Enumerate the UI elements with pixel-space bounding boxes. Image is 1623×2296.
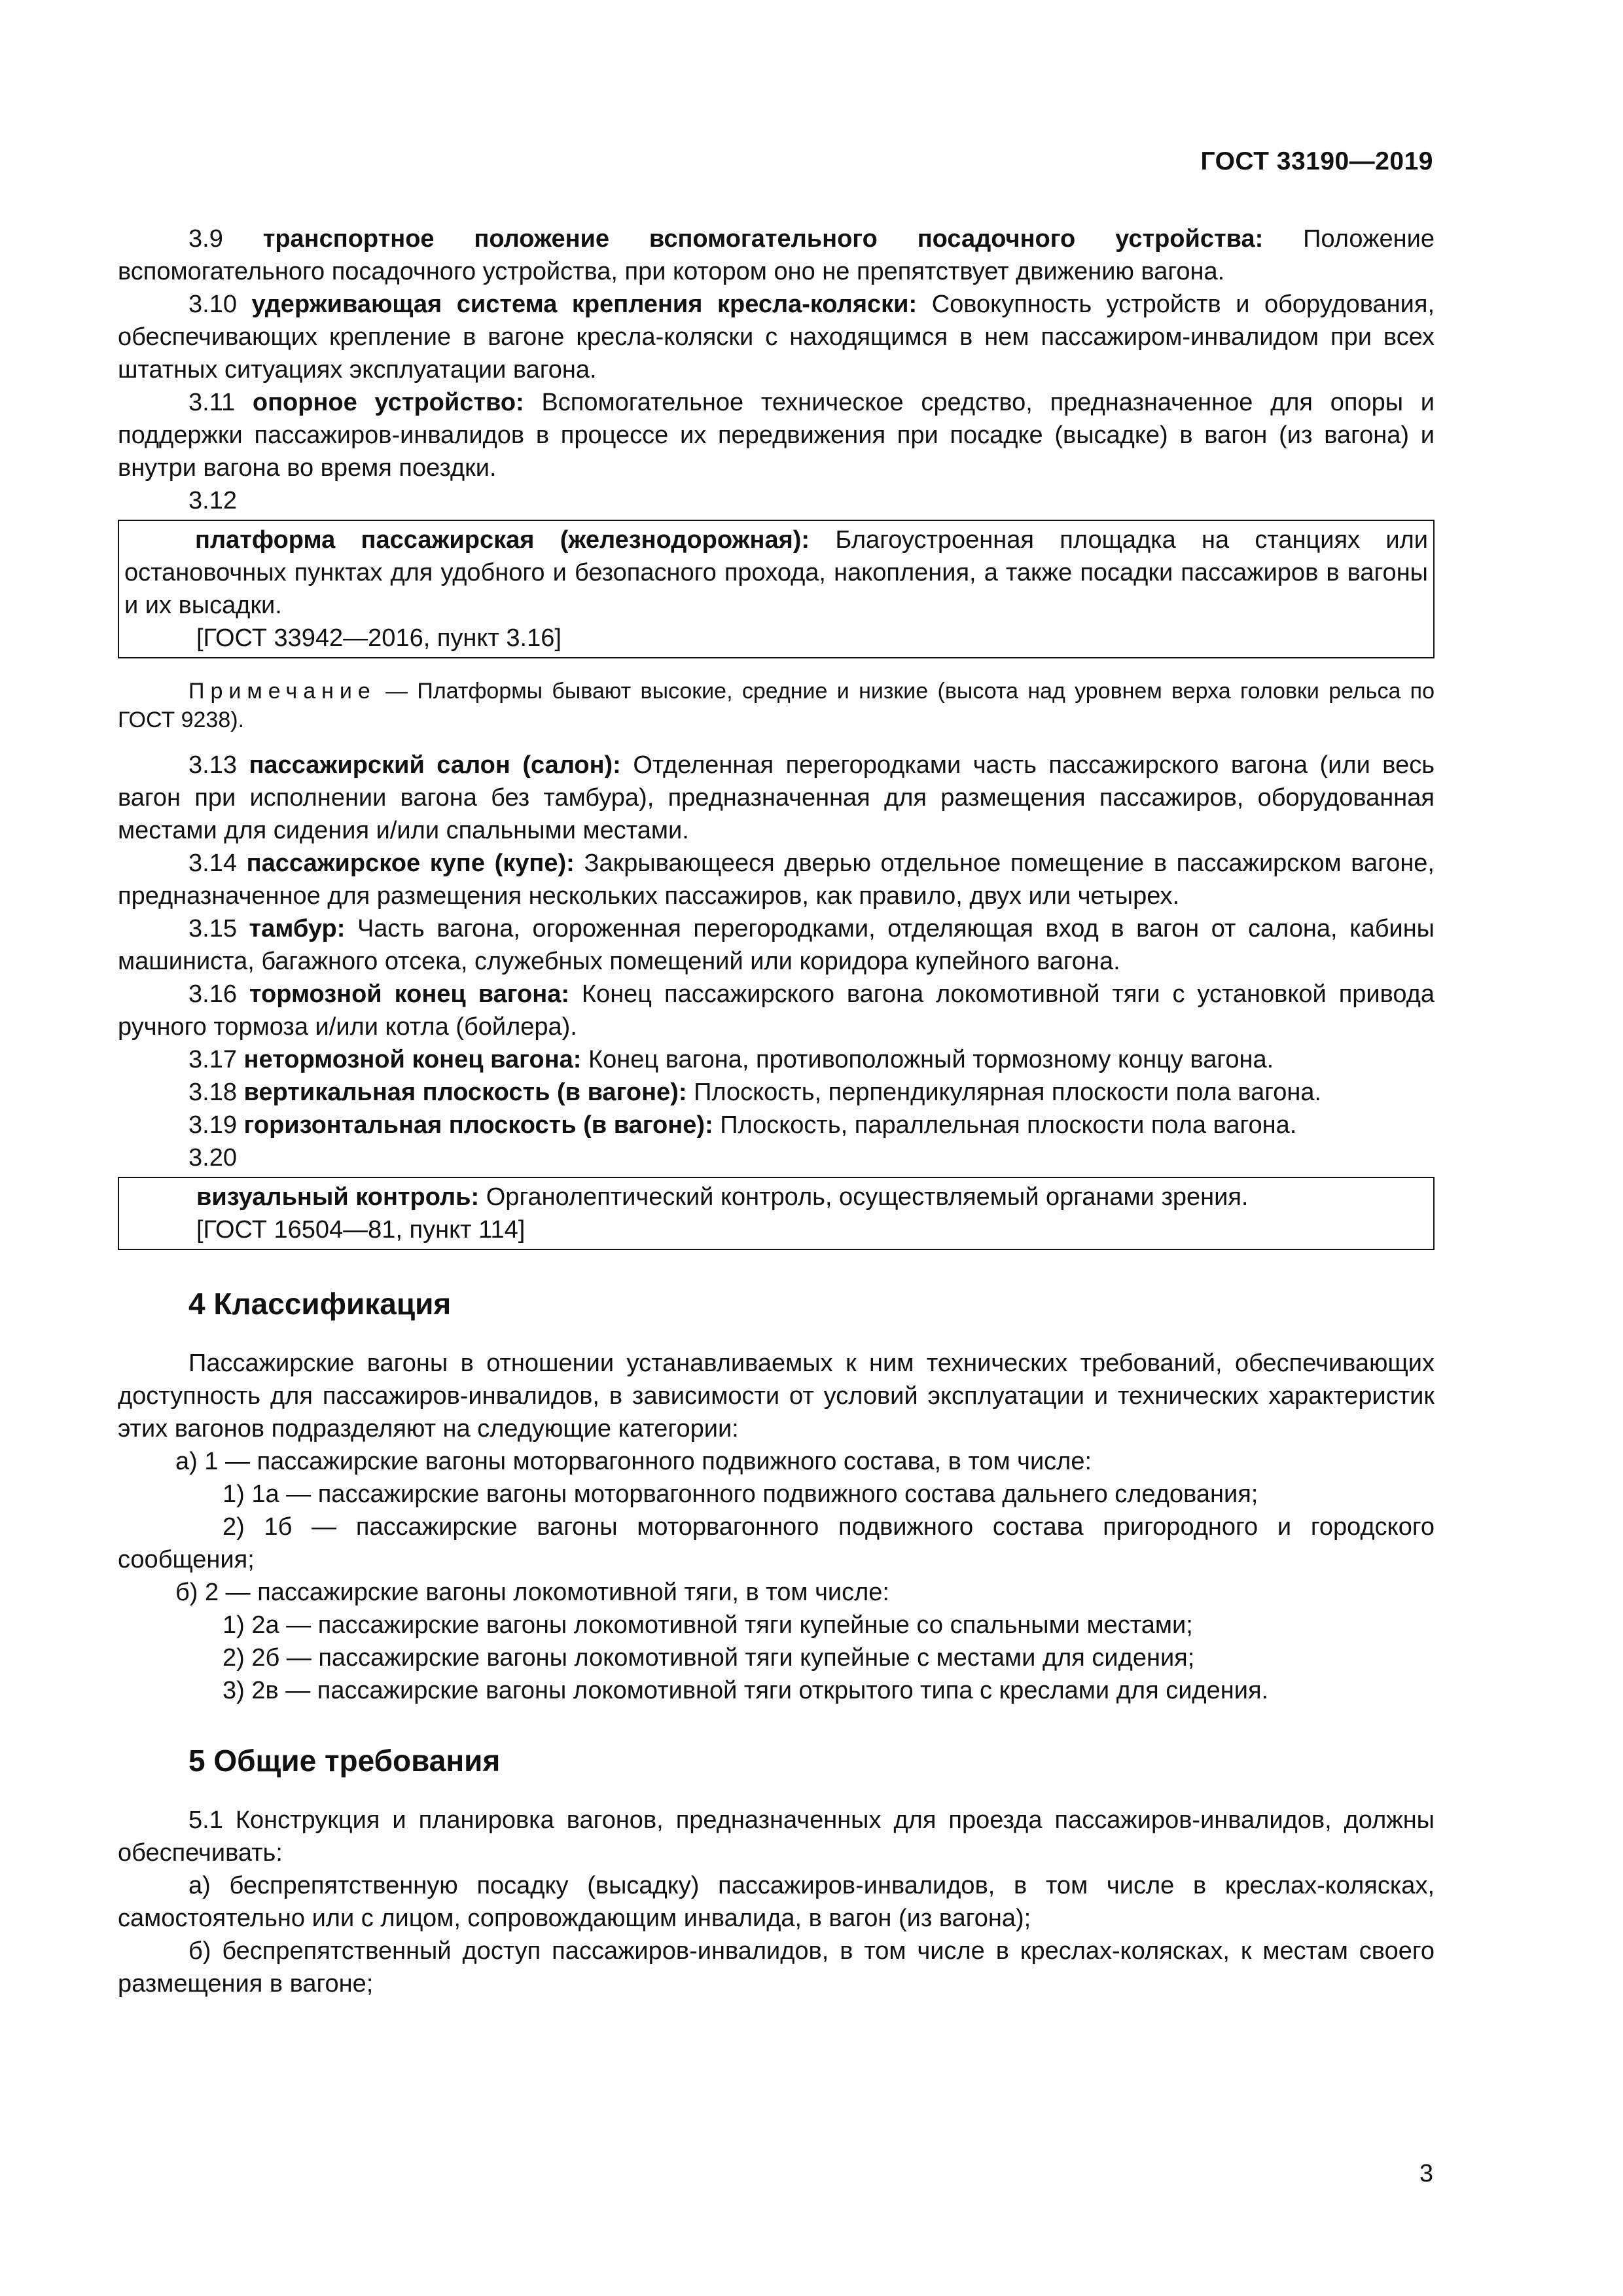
definition-text: Плоскость, параллельная плоскости пола вагона.	[720, 1111, 1297, 1139]
paragraph-5-1: 5.1 Конструкция и планировка вагонов, предназначенных для проезда пассажиров-инвалидов, должны обеспечивать:	[118, 1806, 1435, 1867]
definition-term: пассажирское купе (купе):	[246, 850, 575, 877]
definition-text: Органолептический контроль, осуществляемый органами зрения.	[486, 1183, 1249, 1211]
definition-term: визуальный контроль:	[196, 1183, 480, 1211]
definition-3-14	[118, 847, 1435, 912]
note-label: Примечание	[188, 679, 376, 704]
definition-term: платформа пассажирская (железнодорожная):	[195, 526, 810, 554]
list-item-a: а) 1 — пассажирские вагоны моторвагонного подвижного состава, в том числе:	[175, 1448, 1092, 1475]
list-item-b2: 2) 2б — пассажирские вагоны локомотивной тяги купейные с местами для сидения;	[223, 1644, 1195, 1672]
definition-text: Часть вагона, огороженная перегородками, отделяющая вход в вагон от салона, кабины машиниста, багажного отсека, служебных помещений или коридора купейного вагона.	[118, 915, 1435, 975]
definition-3-17	[118, 1043, 1435, 1076]
definition-source: [ГОСТ 33942—2016, пункт 3.16]	[196, 624, 562, 652]
definition-3-18	[118, 1076, 1435, 1109]
definition-number: 3.19	[188, 1111, 237, 1139]
page-content	[118, 223, 1435, 2000]
document-code: ГОСТ 33190—2019	[1200, 147, 1433, 175]
section-4-intro: Пассажирские вагоны в отношении устанавливаемых к ним технических требований, обеспечивающих доступность для пассажиров-инвалидов, в зависимости от условий эксплуатации и технических характеристик этих вагонов подразделяют на следующие категории:	[118, 1350, 1435, 1443]
definition-term: тормозной конец вагона:	[249, 980, 569, 1008]
definition-3-16	[118, 978, 1435, 1043]
definition-term: пассажирский салон (салон):	[249, 751, 621, 779]
note	[118, 677, 1435, 734]
section-heading-5: 5 Общие требования	[188, 1744, 501, 1778]
definition-text: Конец пассажирского вагона локомотивной тяги с установкой привода ручного тормоза и/или котла (бойлера).	[118, 980, 1435, 1041]
definition-text: Плоскость, перпендикулярная плоскости пола вагона.	[694, 1079, 1322, 1106]
definition-number-3-20: 3.20	[188, 1144, 237, 1172]
definition-number: 3.9	[188, 225, 223, 253]
list-item-a1: 1) 1а — пассажирские вагоны моторвагонного подвижного состава дальнего следования;	[223, 1480, 1258, 1508]
definition-text: Вспомогательное техническое средство, предназначенное для опоры и поддержки пассажиров-инвалидов в процессе их передвижения при посадке (высадке) в вагон (из вагона) и внутри вагона во время поездки.	[118, 389, 1435, 482]
definition-3-20	[119, 1181, 1433, 1213]
definition-term: вертикальная плоскость (в вагоне):	[243, 1079, 687, 1106]
definition-number: 3.14	[188, 850, 237, 877]
definition-term: удерживающая система крепления кресла-коляски:	[251, 291, 918, 318]
definition-number: 3.11	[188, 389, 236, 416]
definition-3-13	[118, 749, 1435, 847]
section-heading-4: 4 Классификация	[188, 1287, 452, 1321]
list-item-b3: 3) 2в — пассажирские вагоны локомотивной тяги открытого типа с креслами для сидения.	[223, 1677, 1269, 1704]
paragraph-5-1-a: а) беспрепятственную посадку (высадку) пассажиров-инвалидов, в том числе в креслах-колясках, самостоятельно или с лицом, сопровождающим инвалида, в вагон (из вагона);	[118, 1872, 1435, 1932]
quoted-definition-box	[118, 1177, 1435, 1250]
list-item-a2: 2) 1б — пассажирские вагоны моторвагонного подвижного состава пригородного и городского сообщения;	[118, 1513, 1435, 1573]
definition-number: 3.18	[188, 1079, 237, 1106]
definition-text: Отделенная перегородками часть пассажирского вагона (или весь вагон при исполнении вагона без тамбура), предназначенная для размещения пассажиров, оборудованная местами для сидения и/или спальными местами.	[118, 751, 1435, 844]
paragraph-5-1-b: б) беспрепятственный доступ пассажиров-инвалидов, в том числе в креслах-колясках, к местам своего размещения в вагоне;	[118, 1937, 1435, 1998]
definition-number: 3.10	[188, 291, 237, 318]
definition-number: 3.13	[188, 751, 237, 779]
definition-source: [ГОСТ 16504—81, пункт 114]	[196, 1216, 526, 1244]
definition-number-3-12: 3.12	[188, 487, 237, 514]
definition-text: Закрывающееся дверью отдельное помещение в пассажирском вагоне, предназначенное для размещения нескольких пассажиров, как правило, двух или четырех.	[118, 850, 1435, 910]
list-item-b1: 1) 2а — пассажирские вагоны локомотивной тяги купейные со спальными местами;	[223, 1611, 1193, 1639]
definition-number: 3.16	[188, 980, 237, 1008]
definition-number: 3.17	[188, 1046, 237, 1073]
definition-3-10	[118, 288, 1435, 386]
page-number: 3	[1419, 2160, 1433, 2187]
definition-3-11	[118, 386, 1435, 484]
definition-term: горизонтальная плоскость (в вагоне):	[243, 1111, 713, 1139]
list-item-b: б) 2 — пассажирские вагоны локомотивной тяги, в том числе:	[175, 1579, 889, 1606]
definition-text: Конец вагона, противоположный тормозному концу вагона.	[588, 1046, 1274, 1073]
definition-term: транспортное положение вспомогательного посадочного устройства:	[262, 225, 1264, 253]
definition-term: опорное устройство:	[252, 389, 524, 416]
definition-text: Благоустроенная площадка на станциях или остановочных пунктах для удобного и безопасного прохода, накопления, а также посадки пассажиров в вагоны и их высадки.	[124, 526, 1429, 619]
definition-text: Совокупность устройств и оборудования, обеспечивающих крепление в вагоне кресла-коляски с находящимся в нем пассажиром-инвалидом при всех штатных ситуациях эксплуатации вагона.	[118, 291, 1435, 384]
definition-text: Положение вспомогательного посадочного устройства, при котором оно не препятствует движению вагона.	[118, 225, 1435, 285]
definition-3-12	[119, 524, 1433, 622]
note-text: — Платформы бывают высокие, средние и низкие (высота над уровнем верха головки рельса по ГОСТ 9238).	[118, 679, 1435, 732]
definition-number: 3.15	[188, 915, 237, 942]
definition-term: тамбур:	[249, 915, 346, 942]
quoted-definition-box	[118, 520, 1435, 658]
definition-3-15	[118, 912, 1435, 978]
definition-3-19	[118, 1109, 1435, 1141]
definition-term: нетормозной конец вагона:	[243, 1046, 582, 1073]
definition-3-9	[118, 223, 1435, 288]
